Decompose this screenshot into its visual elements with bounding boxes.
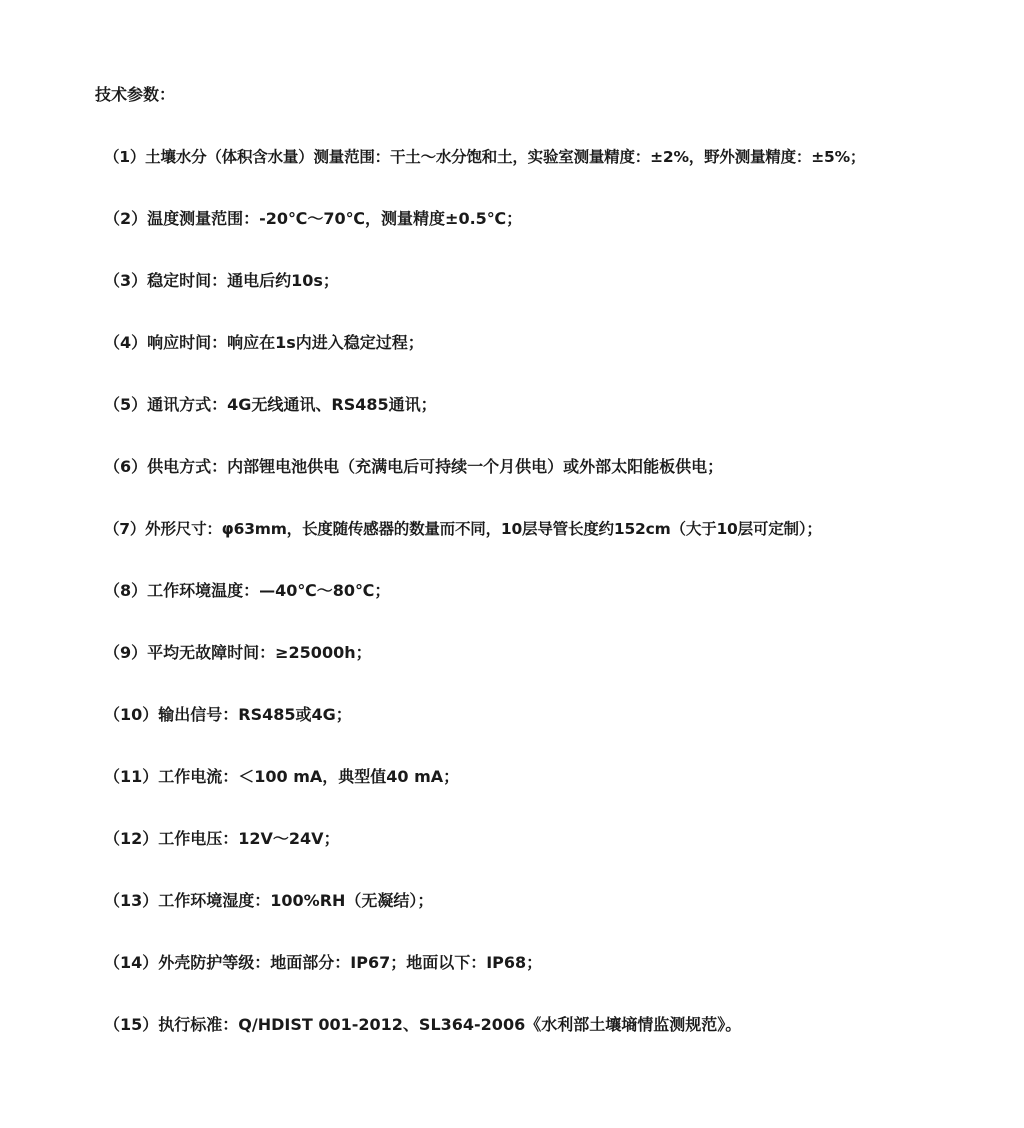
parameter-soil-moisture: （1）土壤水分（体积含水量）测量范围：干土～水分饱和土，实验室测量精度：±2%，野外测量精度：±5%； [104,148,866,166]
parameter-output-signal: （10）输出信号：RS485或4G； [104,705,352,724]
parameter-response-time: （4）响应时间：响应在1s内进入稳定过程； [104,333,424,352]
parameter-operating-voltage: （12）工作电压：12V～24V； [104,829,340,848]
parameter-temperature-range: （2）温度测量范围：-20℃～70℃，测量精度±0.5℃； [104,209,523,228]
parameter-communication: （5）通讯方式：4G无线通讯、RS485通讯； [104,395,437,414]
parameter-mtbf: （9）平均无故障时间：≥25000h； [104,643,372,662]
parameter-power-supply: （6）供电方式：内部锂电池供电（充满电后可持续一个月供电）或外部太阳能板供电； [104,457,724,476]
parameter-stabilization-time: （3）稳定时间：通电后约10s； [104,271,339,290]
parameter-operating-humidity: （13）工作环境湿度：100%RH（无凝结）； [104,891,434,910]
section-heading: 技术参数： [95,85,176,104]
parameter-standards: （15）执行标准：Q/HDIST 001-2012、SL364-2006《水利部土壤墒情监测规范》。 [104,1015,742,1034]
parameter-protection-rating: （14）外壳防护等级：地面部分：IP67；地面以下：IP68； [104,953,543,972]
parameter-operating-current: （11）工作电流：＜100 mA，典型值40 mA； [104,767,460,786]
parameter-operating-temperature: （8）工作环境温度：—40℃～80℃； [104,581,391,600]
parameter-dimensions: （7）外形尺寸：φ63mm，长度随传感器的数量而不同，10层导管长度约152cm（大于10层可定制）； [104,520,822,538]
